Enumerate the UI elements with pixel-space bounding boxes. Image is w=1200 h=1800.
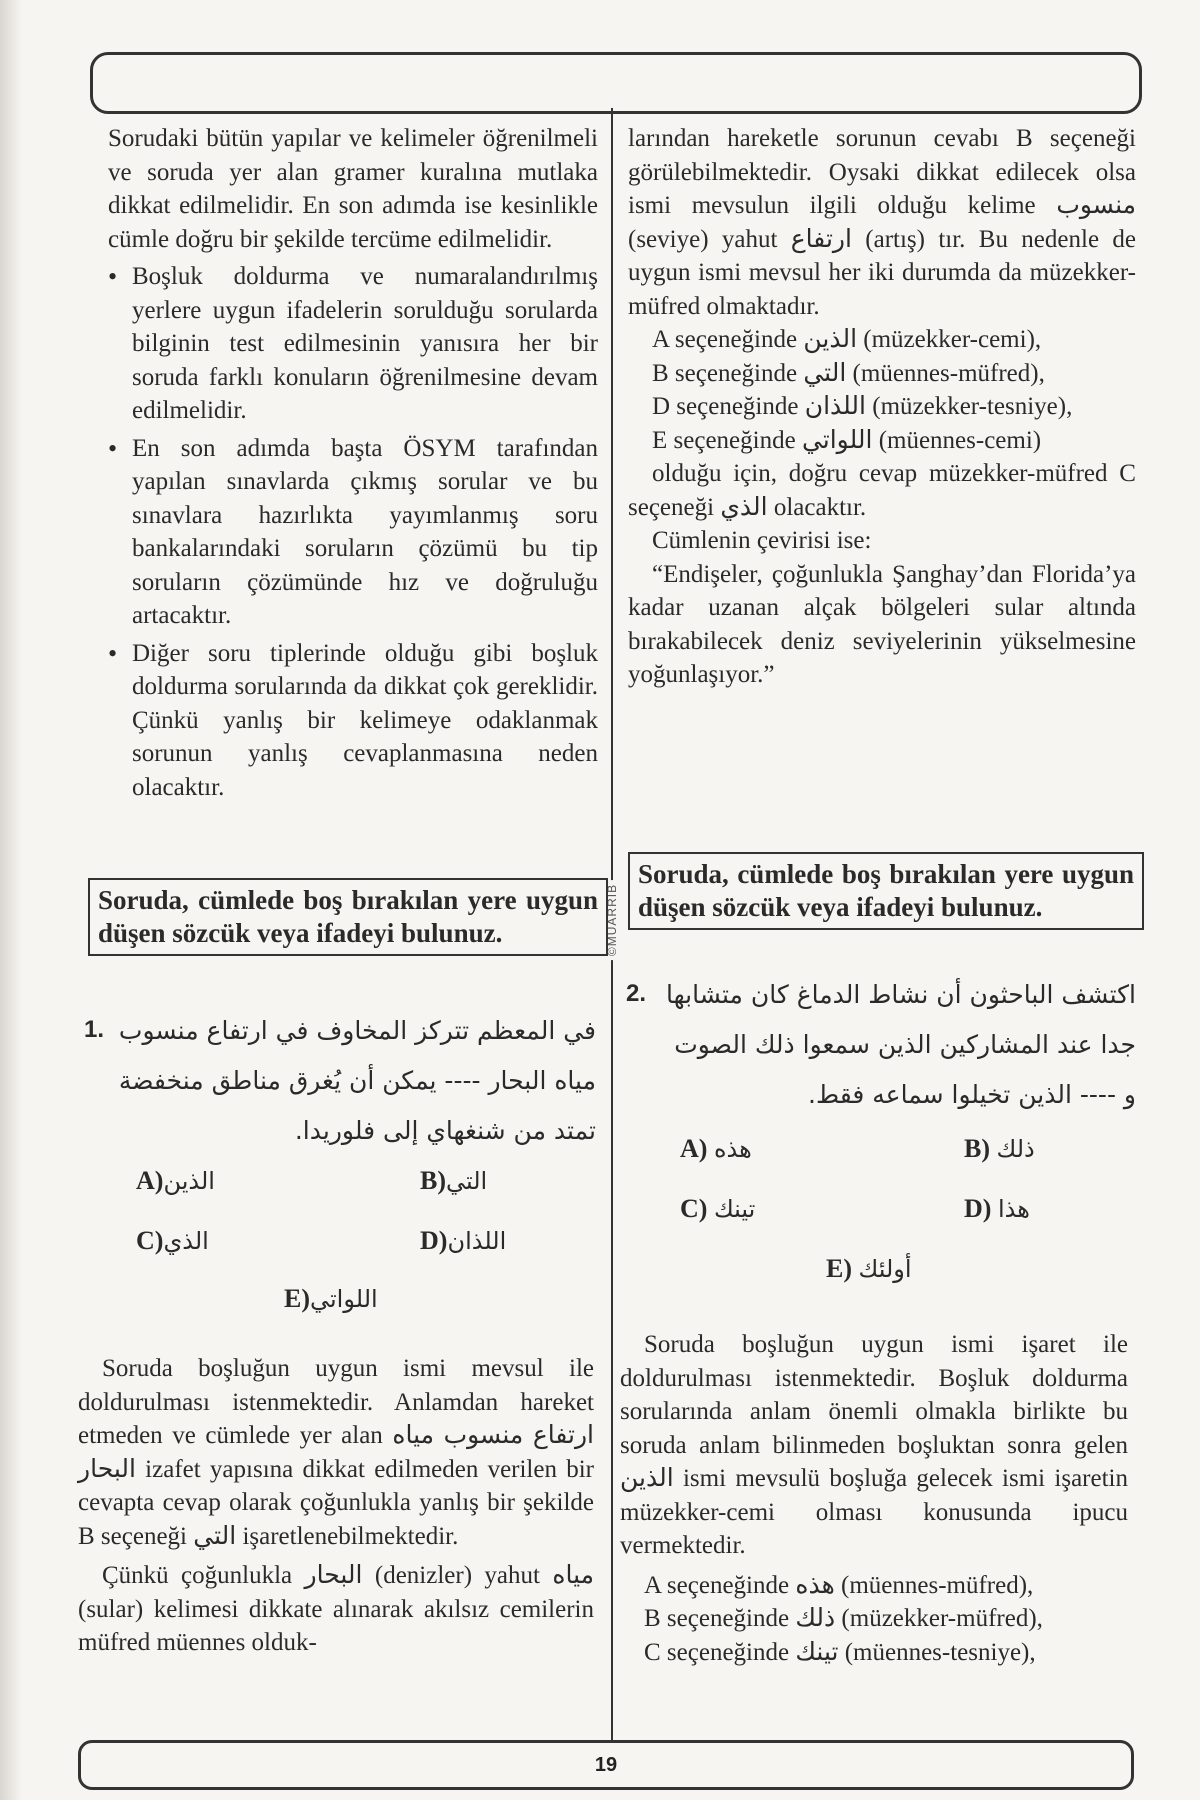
question-2-number: 2. [626, 980, 647, 1007]
footer-frame [78, 1740, 1134, 1790]
bullet-icon: • [108, 433, 118, 463]
bullet-icon: • [108, 638, 118, 668]
question-2-option-d: D) هذا [964, 1194, 1030, 1223]
answer-explanation-1: Soruda boşluğun uygun ismi mevsul ile doldurulması istenmektedir. Anlamdan hareket etmeden ve cümlede yer alan ارتفاع منسوب مياه البحار izafet yapısına dikkat edilmeden verilen bir cevapta cevap olarak çoğunlukla yanlış bir şekilde B seçeneği التي işaretlenebilmektedir. [78, 1355, 594, 1550]
page-number: 19 [594, 1753, 618, 1776]
left-column-top [108, 122, 598, 808]
bullet-item: • Diğer soru tiplerinde olduğu gibi boşluk doldurma sorularında da dikkat çok gereklidir. Çünkü yanlış bir kelimeye odaklanmak sorunun yanlış cevaplanmasına neden olacaktır. [108, 638, 598, 801]
question-1-option-e: E)اللواتي [284, 1284, 378, 1313]
option-explanation: B seçeneğinde التي (müennes-müfred), [652, 359, 1045, 387]
question-2-option-a: A) هذه [680, 1134, 752, 1163]
question-1-option-b: B)التي [420, 1166, 488, 1195]
question-1-option-a: A)الذين [136, 1166, 215, 1195]
watermark: ©MUARRIB [598, 845, 626, 995]
option-explanation: E seçeneğinde اللواتي (müennes-cemi) [652, 426, 1042, 454]
bullet-item: • En son adımda başta ÖSYM tarafından yapılan sınavlarda çıkmış sorular ve bu sınavlara hazırlıkta yayımlanmış soru bankalarındaki soruların çözümü bu tip soruların çözümünde hız ve doğruluğu artacaktır. [108, 433, 598, 629]
answer-explanation-2: Çünkü çoğunlukla البحار (denizler) yahut مياه (sular) kelimesi dikkate alınarak akılsız cemilerin müfred müennes olduk- [78, 1562, 595, 1656]
question-1-option-c: C)الذي [136, 1226, 209, 1255]
question-2-option-b: B) ذلك [964, 1134, 1035, 1163]
bullet-item: • Boşluk doldurma ve numaralandırılmış yerlere uygun ifadelerin sorulduğu sorularda bilginin test edilmesinin yanısıra her bir soruda farklı konuların öğrenilmesine devam edilmelidir. [108, 262, 598, 424]
right-column-top [628, 122, 1136, 692]
conclusion-paragraph: olduğu için, doğru cevap müzekker-müfred C seçeneği الذي olacaktır. [628, 460, 1136, 521]
bullet-icon: • [108, 262, 118, 291]
option-explanation: B seçeneğinde ذلك (müzekker-müfred), [644, 1605, 1043, 1632]
option-explanation: D seçeneğinde اللذان (müzekker-tesniye), [652, 393, 1073, 420]
option-explanation: C seçeneğinde تينك (müennes-tesniye), [644, 1638, 1036, 1666]
bullet-list [108, 260, 598, 804]
explanation-paragraph: larından hareketle sorunun cevabı B seçeneği görülebilmektedir. Oysaki dikkat edilecek olsa ismi mevsulun ilgili olduğu kelime منسوب (seviye) yahut ارتفاع (artış) tır. Bu nedenle de uygun ismi mevsul her iki durumda da müzekker-müfred olmaktadır. [628, 125, 1136, 320]
question-2-option-e: E) أولئك [826, 1254, 912, 1283]
left-column-bottom [78, 1352, 594, 1660]
page-binding-shadow [0, 0, 22, 1800]
header-frame [90, 52, 1142, 114]
translation-text: “Endişeler, çoğunlukla Şanghay’dan Florida’ya kadar uzanan alçak bölgeleri sular altında bırakabilecek deniz seviyelerinin yükselmesine yoğunlaşıyor.” [628, 560, 1136, 688]
answer-explanation-3: Soruda boşluğun uygun ismi işaret ile doldurulması istenmektedir. Boşluk doldurma sorularında anlam önemli olmakla birlikte bu soruda anlam bilinmeden boşluktan sonra gelen الذين ismi mevsulü boşluğa gelecek ismi işaretin müzekker-cemi olması konusunda ipucu vermektedir. [620, 1331, 1128, 1559]
question-1-text: في المعظم تتركز المخاوف في ارتفاع منسوب مياه البحار ---- يمكن أن يُغرق مناطق منخفضة تمتد من شنغهاي إلى فلوريدا. [118, 1016, 596, 1145]
right-column-bottom [620, 1328, 1128, 1669]
question-1-number: 1. [84, 1016, 105, 1043]
translation-label: Cümlenin çevirisi ise: [652, 527, 872, 554]
question-1-option-d: D)اللذان [420, 1226, 507, 1255]
option-explanation: A seçeneğinde الذين (müzekker-cemi), [652, 326, 1042, 353]
instruction-box-right: Soruda, cümlede boş bırakılan yere uygun düşen sözcük veya ifadeyi bulunuz. [628, 852, 1144, 930]
question-2-text: اكتشف الباحثون أن نشاط الدماغ كان متشابها جدا عند المشاركين الذين سمعوا ذلك الصوت و ---- الذين تخيلوا سماعه فقط. [666, 980, 1136, 1109]
instruction-box-left: Soruda, cümlede boş bırakılan yere uygun düşen sözcük veya ifadeyi bulunuz. [88, 878, 608, 956]
option-explanation: A seçeneğinde هذه (müennes-müfred), [644, 1571, 1034, 1599]
intro-paragraph: Sorudaki bütün yapılar ve kelimeler öğrenilmeli ve soruda yer alan gramer kuralına mutlaka dikkat edilmelidir. En son adımda ise kesinlikle cümle doğru bir şekilde tercüme edilmelidir. [108, 125, 598, 253]
question-2-option-c: C) تينك [680, 1194, 756, 1223]
